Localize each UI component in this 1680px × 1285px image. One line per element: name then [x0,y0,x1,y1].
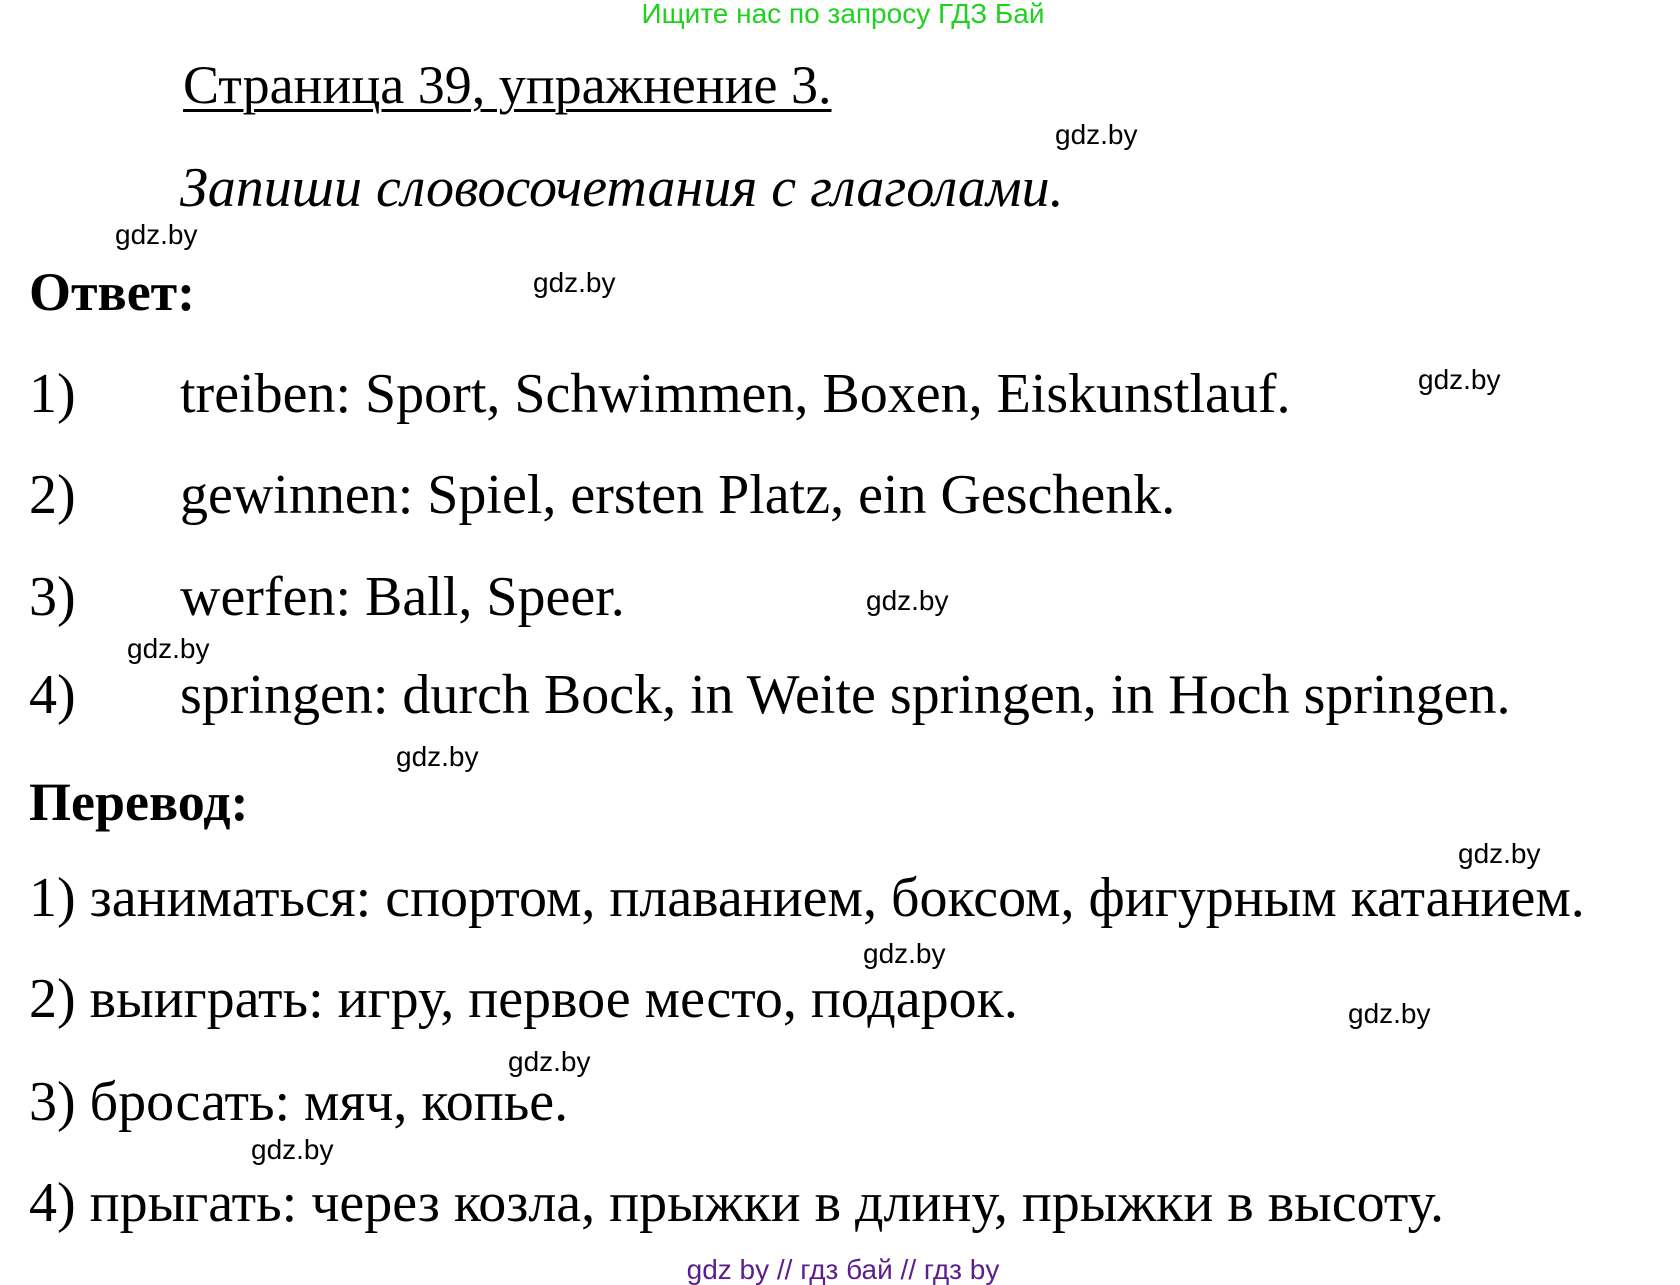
answer-number: 4) [29,664,76,726]
watermark: gdz.by [863,938,946,969]
watermark: gdz.by [396,741,479,772]
watermark: gdz.by [1418,364,1501,395]
answer-text: treiben: Sport, Schwimmen, Boxen, Eiskunstlauf. [180,363,1291,425]
answer-text: werfen: Ball, Speer. [180,566,625,628]
watermark: gdz.by [866,585,949,616]
answer-text: springen: durch Bock, in Weite springen, in Hoch springen. [180,664,1511,726]
translation-item: 2) выиграть: игру, первое место, подарок. [29,968,1018,1030]
translation-heading: Перевод: [29,772,249,832]
answer-heading: Ответ: [29,262,196,322]
answer-number: 1) [29,363,76,425]
page-title: Страница 39, упражнение 3. [183,55,832,115]
answer-text: gewinnen: Spiel, ersten Platz, ein Geschenk. [180,464,1176,526]
translation-item: 3) бросать: мяч, копье. [29,1071,569,1133]
watermark: gdz.by [127,633,210,664]
translation-item: 4) прыгать: через козла, прыжки в длину, прыжки в высоту. [29,1172,1445,1234]
watermark: gdz.by [1055,119,1138,150]
footer-watermark: gdz by // гдз бай // гдз by [686,1254,1000,1285]
watermark: gdz.by [533,267,616,298]
answer-item [0,566,1680,629]
watermark: gdz.by [1458,838,1541,869]
task-instruction: Запиши словосочетания с глаголами. [180,157,1064,219]
answer-number: 3) [29,566,76,628]
answer-number: 2) [29,464,76,526]
search-banner: Ищите нас по запросу ГДЗ Бай [641,0,1045,29]
answer-item [0,464,1680,527]
watermark: gdz.by [1348,998,1431,1029]
answer-item [0,664,1680,727]
watermark: gdz.by [115,219,198,250]
watermark: gdz.by [508,1046,591,1077]
translation-item: 1) заниматься: спортом, плаванием, боксом, фигурным катанием. [29,867,1585,929]
watermark: gdz.by [251,1134,334,1165]
